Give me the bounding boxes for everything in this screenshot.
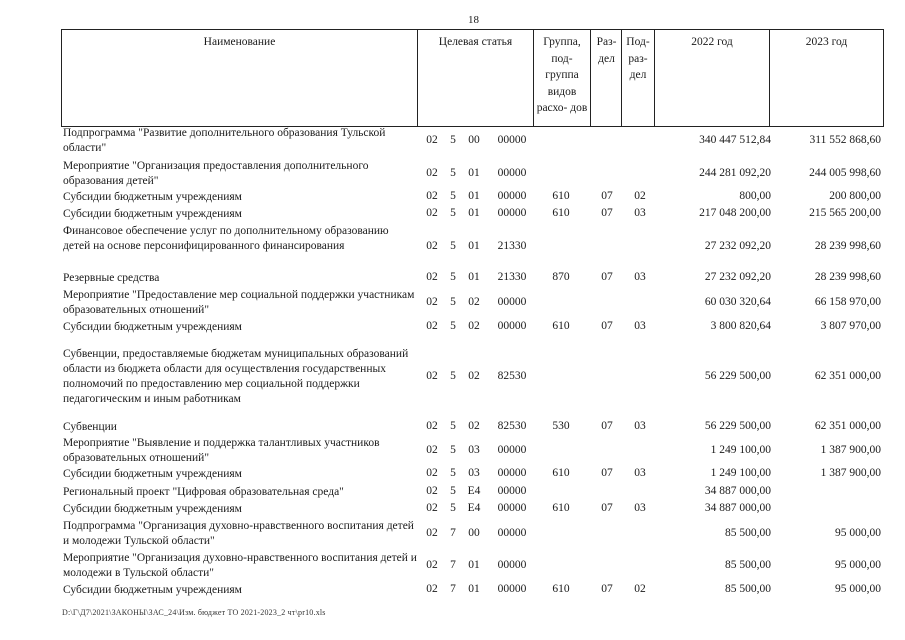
row-code-1: 02 [426,167,438,179]
row-year-2023: 311 552 868,60 [809,134,881,146]
row-code-4: 00000 [497,189,527,202]
table-row [61,436,882,466]
row-code-3: 01 [468,239,480,252]
row-code-3: 02 [468,296,480,308]
table-row [61,126,882,156]
row-code-2: 5 [450,296,456,308]
row-code-4: 00000 [497,527,527,539]
row-code-2: 5 [450,466,456,479]
row-year-2022: 34 887 000,00 [704,501,771,514]
table-row [61,288,882,318]
row-year-2022: 800,00 [739,189,771,202]
row-code-4: 00000 [497,559,527,571]
row-code-2: 5 [450,319,456,332]
row-year-2023: 215 565 200,00 [809,206,881,219]
row-year-2022: 3 800 820,64 [710,319,771,332]
row-code-2: 7 [450,582,456,595]
row-code-1: 02 [426,239,438,252]
row-code-3: 01 [468,189,480,202]
row-code-2: 5 [450,167,456,179]
row-code-1: 02 [426,206,438,219]
row-code-1: 02 [426,134,438,146]
row-year-2023: 62 351 000,00 [814,419,881,432]
row-code-2: 7 [450,527,456,539]
table-row [61,320,882,335]
row-code-4: 00000 [497,206,527,219]
row-name: Субвенции, предоставляемые бюджетам муниципальных образований области из бюджета области для осуществления государственных полномочий по предоставлению мер социальной поддержки педагогическим и иным работникам [63,348,409,405]
row-code-2: 5 [450,419,456,432]
row-code-1: 02 [426,296,438,308]
row-group: 530 [552,419,570,432]
table-row [61,583,882,598]
row-year-2023: 244 005 998,60 [809,167,881,179]
row-name: Мероприятие "Организация духовно-нравственного воспитания детей и молодежи в Тульской области" [63,552,417,579]
table-header [61,29,884,127]
row-year-2023: 1 387 900,00 [820,444,881,456]
row-code-1: 02 [426,189,438,202]
row-code-3: 01 [468,270,480,283]
row-name: Финансовое обеспечение услуг по дополнительному образованию детей на основе персонифицированного финансирования [63,225,389,252]
table-row [61,347,882,407]
row-section: 07 [601,419,613,432]
file-path-footer: D:\Г\Д7\2021\ЗАКОНЫ\ЗАС_24\Изм. бюджет ТО 2021-2023_2 чт\pr10.xls [62,608,326,617]
row-code-4: 00000 [497,319,527,332]
row-year-2022: 217 048 200,00 [699,206,771,219]
row-code-1: 02 [426,582,438,595]
row-code-2: 5 [450,239,456,252]
row-name: Субсидии бюджетным учреждениям [63,208,242,220]
row-code-1: 02 [426,370,438,382]
row-name: Субсидии бюджетным учреждениям [63,503,242,515]
row-code-1: 02 [426,501,438,514]
row-code-4: 00000 [497,484,527,497]
row-code-3: 03 [468,466,480,479]
row-year-2023: 95 000,00 [835,582,881,595]
row-year-2023: 28 239 998,60 [814,270,881,283]
row-year-2022: 60 030 320,64 [704,296,771,308]
row-code-3: 02 [468,419,480,432]
row-year-2022: 1 249 100,00 [710,444,771,456]
row-code-4: 00000 [497,134,527,146]
header-subsection: Под- раз- дел [626,36,650,82]
column-divider [533,30,534,126]
row-group: 870 [552,270,570,283]
row-code-1: 02 [426,559,438,571]
row-code-2: 5 [450,444,456,456]
row-code-3: 00 [468,134,480,146]
row-group: 610 [552,319,570,332]
row-code-1: 02 [426,419,438,432]
row-code-2: 5 [450,484,456,497]
row-year-2022: 27 232 092,20 [704,270,771,283]
row-section: 07 [601,206,613,219]
row-year-2022: 85 500,00 [725,582,771,595]
row-name: Мероприятие "Организация предоставления дополнительного образования детей" [63,160,369,187]
row-code-2: 5 [450,134,456,146]
row-code-4: 00000 [497,444,527,456]
page-number: 18 [468,14,479,26]
row-year-2022: 34 887 000,00 [704,484,771,497]
row-code-1: 02 [426,527,438,539]
table-row [61,190,882,205]
row-year-2022: 56 229 500,00 [704,370,771,382]
row-name: Подпрограмма "Развитие дополнительного образования Тульской области" [63,127,386,154]
row-code-3: 00 [468,527,480,539]
row-year-2023: 95 000,00 [835,527,881,539]
row-code-2: 5 [450,270,456,283]
table-row [61,519,882,549]
row-code-4: 00000 [497,296,527,308]
row-name: Субсидии бюджетным учреждениям [63,191,242,203]
row-year-2023: 3 807 970,00 [820,319,881,332]
table-row [61,207,882,222]
row-code-3: E4 [467,484,481,497]
row-year-2023: 200 800,00 [829,189,881,202]
row-group: 610 [552,466,570,479]
header-target: Целевая статья [438,36,513,48]
table-row [61,271,882,286]
row-year-2022: 56 229 500,00 [704,419,771,432]
row-name: Субсидии бюджетным учреждениям [63,321,242,333]
header-section: Раз- дел [596,36,617,65]
table-row [61,502,882,517]
row-code-1: 02 [426,466,438,479]
table-row [61,551,882,581]
row-subsection: 03 [634,206,646,219]
row-year-2022: 244 281 092,20 [699,167,771,179]
row-year-2023: 28 239 998,60 [814,239,881,252]
row-code-3: 02 [468,319,480,332]
row-year-2022: 27 232 092,20 [704,239,771,252]
table-row [61,224,882,269]
row-year-2022: 1 249 100,00 [710,466,771,479]
row-code-2: 5 [450,206,456,219]
column-divider [590,30,591,126]
row-section: 07 [601,466,613,479]
row-code-1: 02 [426,270,438,283]
row-code-1: 02 [426,319,438,332]
row-subsection: 03 [634,466,646,479]
row-code-4: 00000 [497,582,527,595]
row-name: Мероприятие "Выявление и поддержка талантливых участников образовательных отношений" [63,437,380,464]
row-year-2022: 85 500,00 [725,527,771,539]
row-subsection: 02 [634,582,646,595]
table-row [61,159,882,189]
row-group: 610 [552,501,570,514]
row-subsection: 03 [634,319,646,332]
row-name: Подпрограмма "Организация духовно-нравственного воспитания детей и молодежи Тульской области" [63,520,414,547]
table-row [61,467,882,482]
row-code-3: 02 [468,370,480,382]
header-name: Наименование [203,36,276,48]
row-year-2023: 1 387 900,00 [820,466,881,479]
row-year-2022: 340 447 512,84 [699,134,771,146]
row-code-3: 01 [468,582,480,595]
row-year-2023: 66 158 970,00 [814,296,881,308]
row-code-3: 01 [468,206,480,219]
row-code-4: 82530 [497,370,527,382]
table-row [61,485,882,500]
row-year-2023: 95 000,00 [835,559,881,571]
row-group: 610 [552,206,570,219]
row-code-4: 21330 [497,270,527,283]
row-code-2: 5 [450,189,456,202]
row-section: 07 [601,582,613,595]
row-group: 610 [552,189,570,202]
row-name: Резервные средства [63,272,160,284]
row-section: 07 [601,189,613,202]
row-subsection: 03 [634,419,646,432]
row-section: 07 [601,270,613,283]
row-name: Мероприятие "Предоставление мер социальной поддержки участникам образовательных отношений" [63,289,415,316]
row-section: 07 [601,319,613,332]
row-code-3: 01 [468,167,480,179]
row-code-4: 82530 [497,419,527,432]
row-name: Субвенции [63,421,117,433]
row-code-3: 01 [468,559,480,571]
row-subsection: 03 [634,501,646,514]
row-code-2: 5 [450,501,456,514]
row-code-2: 5 [450,370,456,382]
row-code-1: 02 [426,444,438,456]
header-2023: 2023 год [805,36,848,48]
row-code-3: E4 [467,501,481,514]
column-divider [621,30,622,126]
header-group: Группа, под- группа видов расхо- дов [536,36,588,115]
row-section: 07 [601,501,613,514]
row-code-3: 03 [468,444,480,456]
row-subsection: 02 [634,189,646,202]
row-name: Региональный проект "Цифровая образовательная среда" [63,486,344,498]
row-year-2023: 62 351 000,00 [814,370,881,382]
row-group: 610 [552,582,570,595]
row-subsection: 03 [634,270,646,283]
table-row [61,420,882,435]
row-year-2022: 85 500,00 [725,559,771,571]
row-code-2: 7 [450,559,456,571]
row-name: Субсидии бюджетным учреждениям [63,584,242,596]
header-2022: 2022 год [691,36,733,48]
row-name: Субсидии бюджетным учреждениям [63,468,242,480]
row-code-4: 00000 [497,466,527,479]
row-code-4: 00000 [497,167,527,179]
row-code-1: 02 [426,484,438,497]
row-code-4: 00000 [497,501,527,514]
row-code-4: 21330 [497,239,527,252]
